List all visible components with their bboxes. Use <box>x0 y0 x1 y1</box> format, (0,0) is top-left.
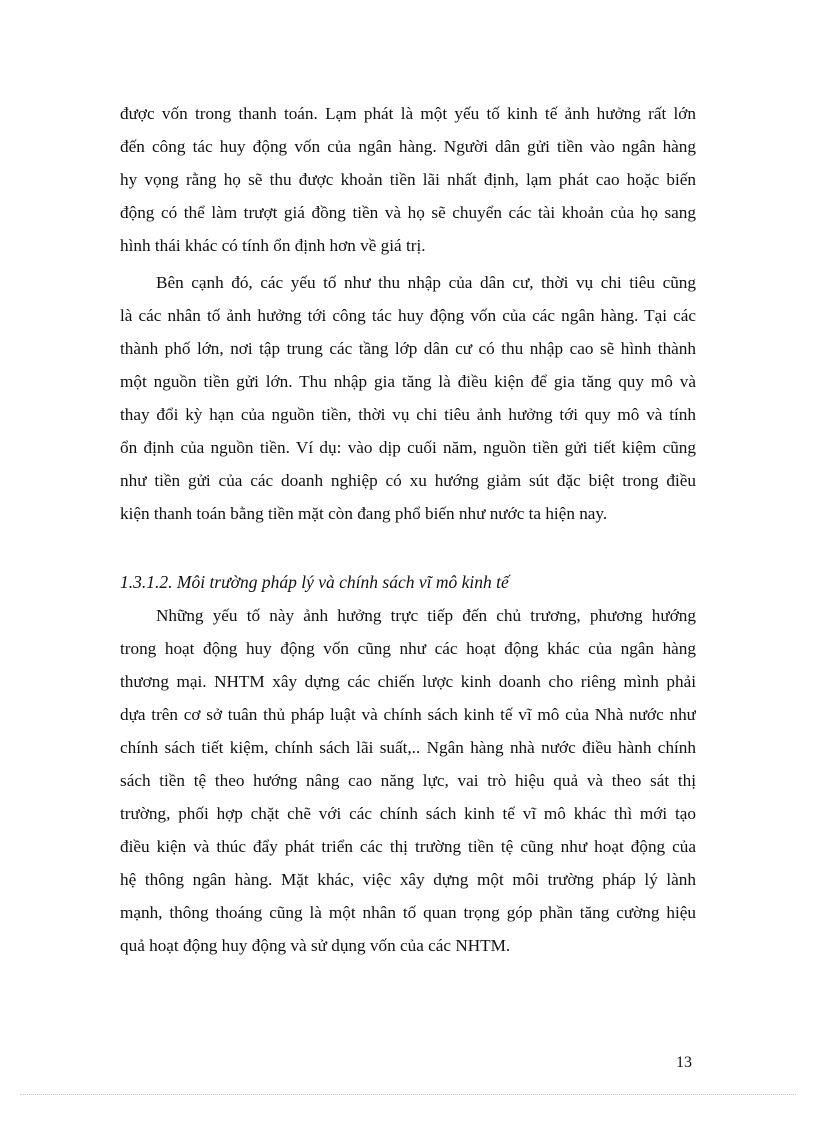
text-line: một nguồn tiền gửi lớn. Thu nhập gia tăng là điều kiện để gia tăng quy mô và <box>120 372 696 391</box>
page-break-divider <box>20 1094 796 1095</box>
text-line: Bên cạnh đó, các yếu tố như thu nhập của dân cư, thời vụ chi tiêu cũng <box>156 273 696 292</box>
text-line: là các nhân tố ảnh hưởng tới công tác huy động vốn của các ngân hàng. Tại các <box>120 306 696 325</box>
text-line: sách tiền tệ theo hướng nâng cao năng lực, vai trò hiệu quả và theo sát thị <box>120 771 696 790</box>
text-line: trường, phối hợp chặt chẽ với các chính sách kinh tế vĩ mô khác thì mới tạo <box>120 804 696 823</box>
text-line: thay đổi kỳ hạn của nguồn tiền, thời vụ chi tiêu ảnh hưởng tới quy mô và tính <box>120 405 696 424</box>
text-line: được vốn trong thanh toán. Lạm phát là một yếu tố kinh tế ảnh hưởng rất lớn <box>120 104 696 123</box>
page-number: 13 <box>676 1054 692 1071</box>
text-line: hệ thông ngân hàng. Mặt khác, việc xây dựng một môi trường pháp lý lành <box>120 870 696 889</box>
text-line: điều kiện và thúc đẩy phát triển các thị trường tiền tệ cũng như hoạt động của <box>120 837 696 856</box>
text-line: động có thể làm trượt giá đồng tiền và họ sẽ chuyển các tài khoản của họ sang <box>120 203 696 222</box>
section-heading: 1.3.1.2. Môi trường pháp lý và chính sách vĩ mô kinh tế <box>120 572 509 592</box>
text-line: quả hoạt động huy động và sử dụng vốn của các NHTM. <box>120 936 511 955</box>
text-line: trong hoạt động huy động vốn cũng như các hoạt động khác của ngân hàng <box>120 639 696 658</box>
text-line: thành phố lớn, nơi tập trung các tầng lớp dân cư có thu nhập cao sẽ hình thành <box>120 339 696 358</box>
paragraph-income-factors <box>120 266 696 530</box>
text-line: dựa trên cơ sở tuân thủ pháp luật và chính sách kinh tế vĩ mô của Nhà nước như <box>120 705 696 724</box>
text-line: hình thái khác có tính ổn định hơn về giá trị. <box>120 236 426 255</box>
text-line: kiện thanh toán bằng tiền mặt còn đang phổ biến như nước ta hiện nay. <box>120 504 608 523</box>
text-line: thương mại. NHTM xây dựng các chiến lược kinh doanh cho riêng mình phải <box>120 672 696 691</box>
text-line: hy vọng rằng họ sẽ thu được khoản tiền lãi nhất định, lạm phát cao hoặc biến <box>120 170 696 189</box>
paragraph-legal-environment <box>120 599 696 962</box>
text-line: ổn định của nguồn tiền. Ví dụ: vào dịp cuối năm, nguồn tiền gửi tiết kiệm cũng <box>120 438 696 457</box>
text-line: mạnh, thông thoáng cũng là một nhân tố quan trọng góp phần tăng cường hiệu <box>120 903 696 922</box>
text-line: chính sách tiết kiệm, chính sách lãi suất,.. Ngân hàng nhà nước điều hành chính <box>120 738 696 757</box>
text-line: đến công tác huy động vốn của ngân hàng. Người dân gửi tiền vào ngân hàng <box>120 137 696 156</box>
text-line: như tiền gửi của các doanh nghiệp có xu hướng giảm sút đặc biệt trong điều <box>120 471 696 490</box>
paragraph-inflation <box>120 97 696 262</box>
text-line: Những yếu tố này ảnh hưởng trực tiếp đến chủ trương, phương hướng <box>156 606 696 625</box>
